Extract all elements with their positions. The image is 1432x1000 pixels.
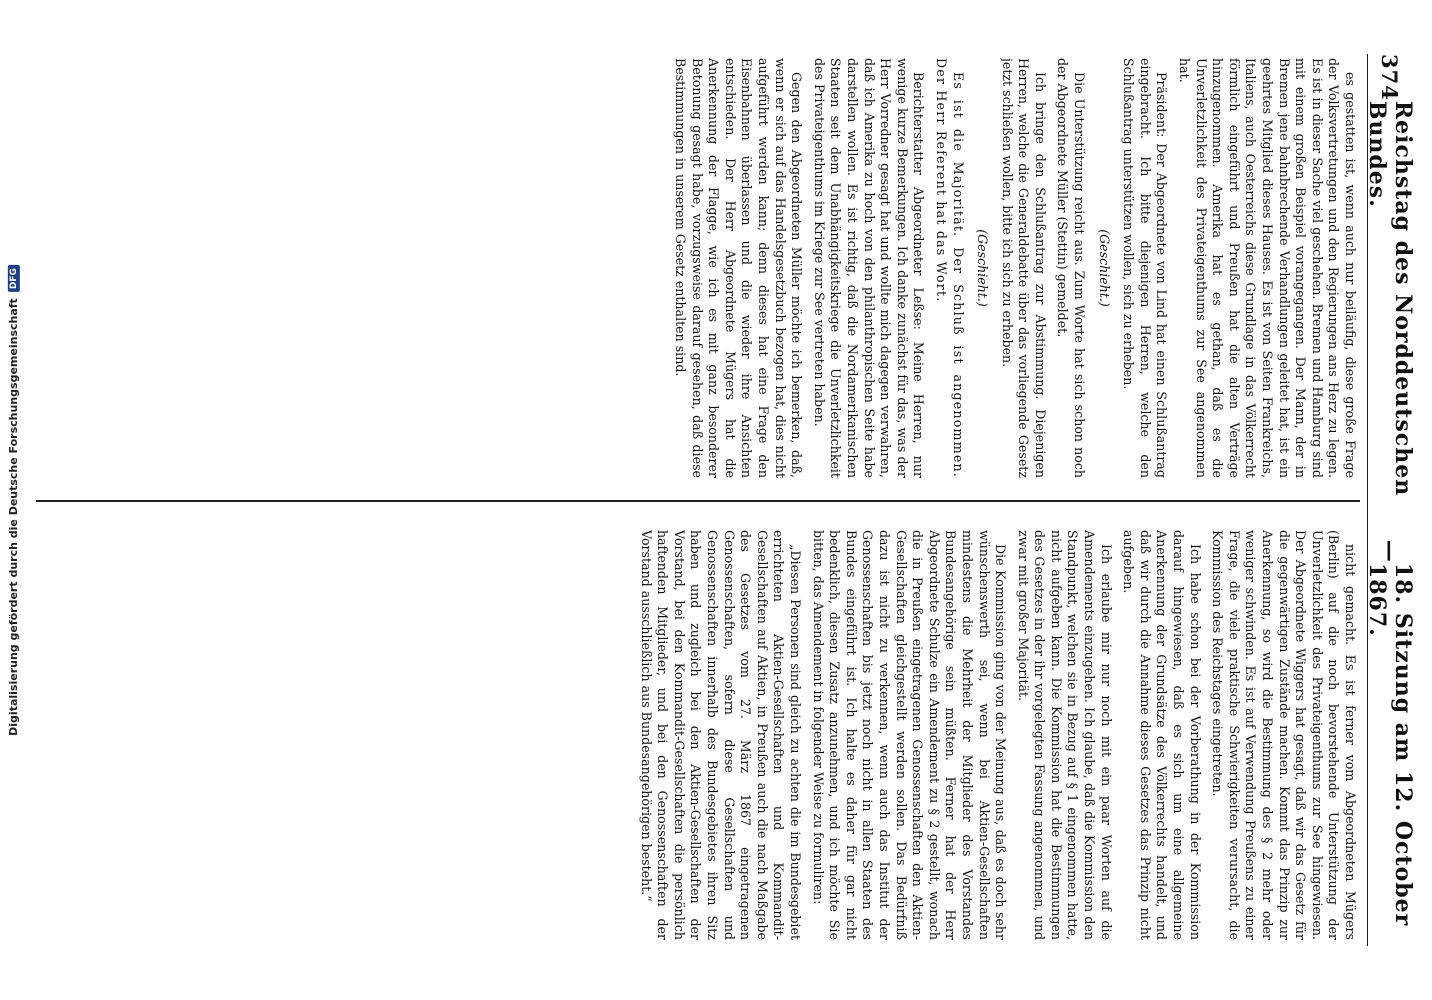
credit-text: Digitalisierung gefördert durch die Deutsche Forschungsgemeinschaft [6,297,20,736]
column-separator [36,500,1360,502]
publication-title: Reichstag des Norddeutschen Bundes. [1364,100,1416,497]
stage-direction: (Geschieht.) [1096,229,1112,307]
running-header [1364,54,1416,946]
page-number: 374 [1377,54,1403,101]
paragraph: nicht gemacht. Es ist ferner vom Abgeordneten Mügers (Berlin) auf die noch bevorstehende Unterstützung der Unverletzlichkeit des Privateigenthums zur See hingewiesen. Der Abgeordnete Wiggers hat gesagt, daß wir das Gesetz für die gegenwärtigen Zustände machen. Kommt das Prinzip zur Anerkennung, so wird die Bestimmung des § 2 mehr oder weniger schwinden. Es ist auf Verwendung Preußens zu einer Frage, die viele praktische Schwierigkeiten verursacht, die Kommission des Reichstages eingetreten. [1210,530,1358,940]
header-rule [1367,54,1368,946]
paragraph-rapporteur: Berichterstatter Abgeordneter Leßse: Meine Herren, nur wenige kurze Bemerkungen. Ich danke zunächst für das, was der Herr Vorredner gesagt hat und wollte mich dagegen verwahren, daß ich Amerika zu hoch von den philanthropischen Seite habe darstellen wollen. Es ist richtig, daß die Nordamerikanischen Staaten seit dem Unabhängigkeitskriege die Unverletzlichkeit des Privateigenthums im Kriege zur See vertreten haben. [811,58,927,478]
paragraph: Ich bringe den Schlußantrag zur Abstimmung. Diejenigen Herren, welche die Generaldebatte über das vorliegende Gesetz jetzt schließen wollen, bitte ich sich zu erheben. [999,58,1048,478]
paragraph-president: Präsident: Der Abgeordnete von Lind hat einen Schlußantrag eingebracht. Ich bitte diejenigen Herren, welche den Schlußantrag unterstützen wollen, sich zu erheben. [1121,58,1170,478]
paragraph: Ich habe schon bei der Vorberathung in der Kommission darauf hingewiesen, daß es sich um eine allgemeine Anerkennung der Grundsätze des Völkerrechts handelt, und daß wir durch die Annahme dieses Gesetzes das Prinzip nicht aufgeben. [1121,530,1203,940]
stage-direction: (Geschieht.) [975,229,991,307]
rotated-page [16,30,1416,970]
paragraph: Die Kommission ging von der Meinung aus, daß es doch sehr wünschenswerth sei, wenn bei Aktien-Gesellschaften mindestens die Mehrheit der Mitglieder des Vorstandes Bundesangehörige sein müßten. Ferner hat der Herr Abgeordnete Schulze ein Amendement zu § 2 gestellt, wonach die in Preußen eingetragenen Genossenschaften den Aktien-Gesellschaften gleichgestellt werden sollen. Das Bedürfniß dazu ist nicht zu verkennen, wenn auch das Institut der Genossenschaften bis jetzt noch nicht in allen Staaten des Bundes eingeführt ist. Ich halte es daher für gar nicht bedenklich, diesen Zusatz anzunehmen, und ich möchte Sie bitten, das Amendement in folgender Weise zu formuliren: [810,530,1009,940]
paragraph: Ich erlaube mir nur noch mit ein paar Worten auf die Amendements einzugehen. Ich glaube, daß die Kommission den Standpunkt, welchen sie in Bezug auf § 1 eingenommen hatte, nicht aufgeben kann. Die Kommission hat die Bestimmungen des Gesetzes in der ihr vorgelegten Fassung angenommen, und zwar mit großer Majorität. [1015,530,1114,940]
paragraph-result: Es ist die Majorität. Der Schluß ist angenommen. Der Herr Referent hat das Wort. [933,58,966,478]
quoted-amendment: „Diesen Personen sind gleich zu achten die im Bundesgebiet errichteten Aktien-Gesellschaften und Kommandit-Gesellschaften auf Aktien, in Preußen auch die nach Maßgabe des Gesetzes vom 27. März 1867 eingetragenen Genossenschaften, sofern diese Gesellschaften und Genossenschaften innerhalb des Bundesgebietes ihren Sitz haben und zugleich bei den Aktien-Gesellschaften der Vorstand, bei den Kommandit-Gesellschaften die persönlich haftenden Mitglieder, und bei den Genossenschaften der Vorstand ausschließlich aus Bundesangehörigen besteht.“ [638,530,803,940]
session-date: 18. Sitzung am 12. October 1867. [1364,562,1416,927]
paragraph: Die Unterstützung reicht aus. Zum Worte hat sich schon noch der Abgeordnete Müller (Stettin) gemeldet. [1055,58,1088,478]
paragraph: es gestatten ist, wenn auch nur beiläufig, diese große Frage der Volksvertretungen und den Regierungen ans Herz zu legen. Es ist in dieser Sache viel geschehen. Bremen und Hamburg sind mit einem großen Beispiel vorangegangen. Der Mann, der in Bremen jene bahnbrechende Verhandlungen geleitet hat, ist ein geehrtes Mitglied dieses Hauses. Es ist von Seiten Frankreichs, Italiens, auch Oesterreichs diese Grundlage in das Völkerrecht förmlich eingeführt und Preußen hat die alten Verträge hinzugenommen. Amerika hat es gethan, daß es die Unverletzlichkeit des Privateigenthums zur See angenommen hat. [1177,58,1358,478]
right-column [40,530,1358,940]
dfg-logo-icon: DFG [7,265,19,292]
paragraph: Gegen den Abgeordneten Müller möchte ich bemerken, daß, wenn er sich auf das Handelsgesetzbuch bezogen hat, dies nicht aufgeführt werden kann; denn dieses hat eine Frage den Eisenbahnen überlassen und die wieder ihre Ansichten entschieden. Der Herr Abgeordnete Mügers hat die Anerkennung der Flagge, wie ich es mit ganz besonderer Betonung gesagt habe, vorzugsweise darauf gesehen, daß diese Bestimmungen in unserem Gesetz enthalten sind. [673,58,805,478]
left-column [40,58,1358,478]
header-dash: — [1377,539,1403,563]
